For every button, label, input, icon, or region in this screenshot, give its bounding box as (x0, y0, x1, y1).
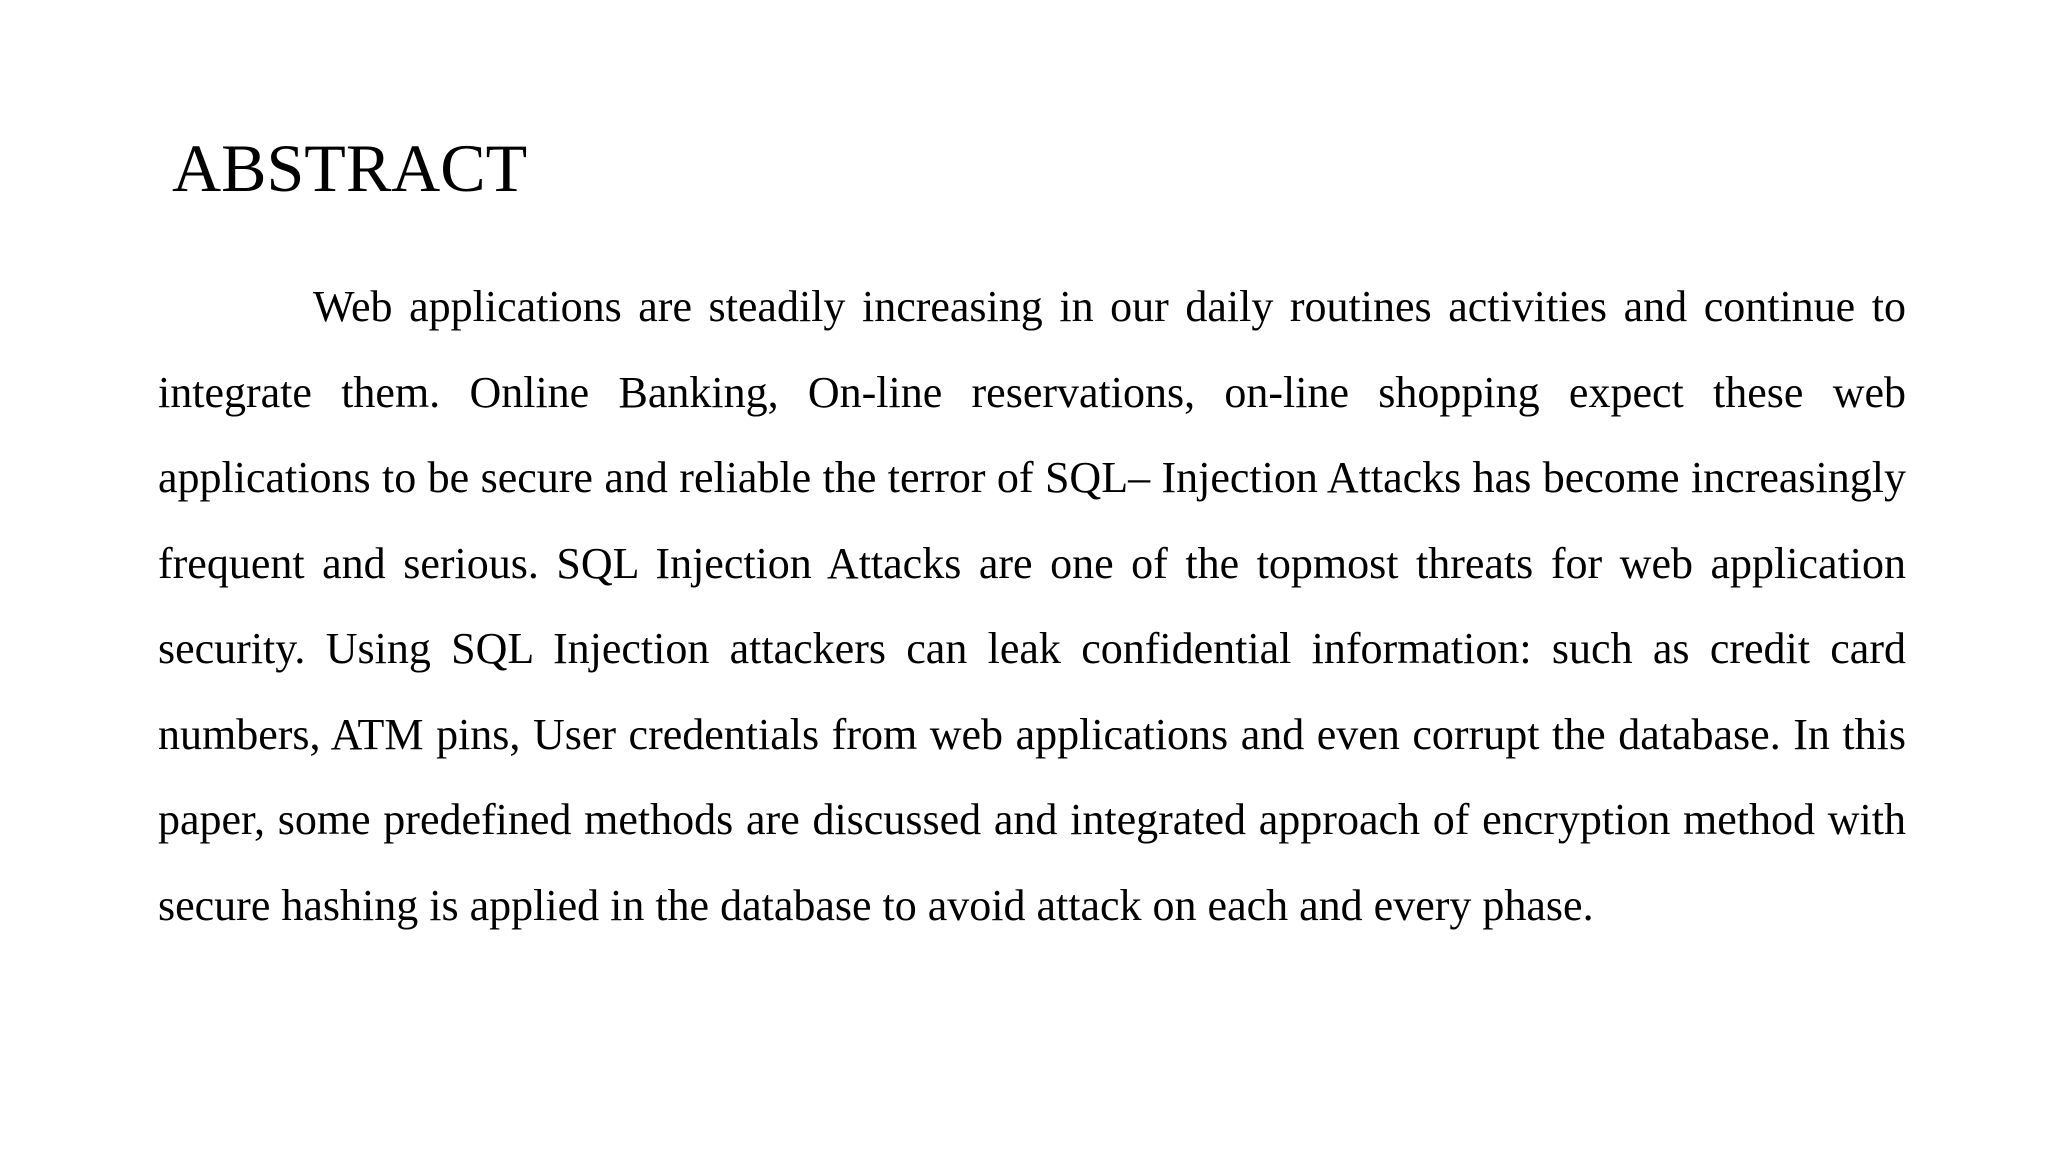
abstract-heading: ABSTRACT (172, 130, 528, 206)
abstract-paragraph: Web applications are steadily increasing in our daily routines activities and continue to integrate them. Online Banking, On-line reservations, on-line shopping expect these web applications to be secure and reliable the terror of SQL– Injection Attacks has become increasingly frequent and serious. SQL Injection Attacks are one of the topmost threats for web application security. Using SQL Injection attackers can leak confidential information: such as credit card numbers, ATM pins, User credentials from web applications and even corrupt the database. In this paper, some predefined methods are discussed and integrated approach of encryption method with secure hashing is applied in the database to avoid attack on each and every phase. (158, 282, 1906, 930)
